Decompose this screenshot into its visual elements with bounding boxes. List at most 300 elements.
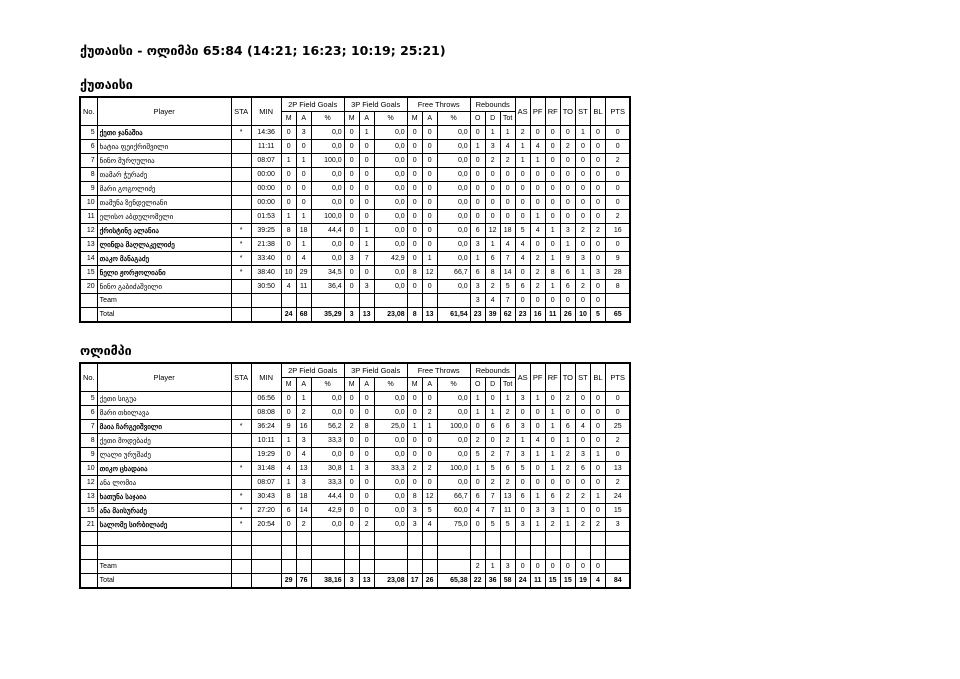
total-cell-st: 19 — [575, 574, 590, 589]
cell-pf: 1 — [530, 448, 545, 462]
total-row — [80, 308, 630, 323]
cell-sta — [231, 406, 251, 420]
cell-ftp: 100,0 — [437, 462, 470, 476]
cell-min: 31:48 — [251, 462, 281, 476]
cell-ftm: 0 — [407, 224, 422, 238]
cell-ftm: 3 — [407, 518, 422, 532]
cell-p2a: 18 — [296, 490, 311, 504]
team-cell-ftm — [407, 560, 422, 574]
cell-st: 0 — [575, 182, 590, 196]
total-cell-bl: 4 — [590, 574, 605, 589]
cell-bl: 0 — [590, 140, 605, 154]
cell-as: 3 — [515, 420, 530, 434]
cell-pts: 2 — [605, 210, 630, 224]
cell-fta: 4 — [422, 518, 437, 532]
cell-sta: * — [231, 252, 251, 266]
cell-tot: 0 — [500, 168, 515, 182]
cell-rf: 0 — [545, 392, 560, 406]
cell-sta — [231, 196, 251, 210]
cell-p3m: 0 — [344, 126, 359, 140]
cell-min: 21:38 — [251, 238, 281, 252]
cell-to: 6 — [560, 266, 575, 280]
cell-d: 1 — [485, 406, 500, 420]
cell-min: 00:00 — [251, 196, 281, 210]
cell-d: 0 — [485, 434, 500, 448]
subheader-a: A — [422, 112, 437, 126]
cell-p3p: 0,0 — [374, 280, 407, 294]
total-cell-to: 26 — [560, 308, 575, 323]
cell-fta: 0 — [422, 392, 437, 406]
cell-d: 2 — [485, 476, 500, 490]
cell-p2a: 1 — [296, 210, 311, 224]
cell-p3p: 0,0 — [374, 210, 407, 224]
team-cell-rf: 0 — [545, 560, 560, 574]
cell-empty — [407, 532, 422, 546]
cell-ftp: 0,0 — [437, 168, 470, 182]
cell-sta: * — [231, 518, 251, 532]
cell-p3a: 0 — [359, 182, 374, 196]
cell-p3a: 2 — [359, 518, 374, 532]
cell-name: ლინდა მაღლაკელიძე — [97, 238, 231, 252]
cell-st: 2 — [575, 280, 590, 294]
total-cell-p3a: 13 — [359, 574, 374, 589]
cell-pts: 0 — [605, 448, 630, 462]
cell-p2a: 4 — [296, 448, 311, 462]
cell-to: 0 — [560, 168, 575, 182]
cell-rf: 6 — [545, 490, 560, 504]
cell-bl: 0 — [590, 434, 605, 448]
cell-d: 0 — [485, 168, 500, 182]
cell-p3p: 0,0 — [374, 182, 407, 196]
cell-ftp: 0,0 — [437, 210, 470, 224]
cell-sta: * — [231, 504, 251, 518]
cell-pf: 0 — [530, 476, 545, 490]
total-cell-tot: 58 — [500, 574, 515, 589]
cell-pf: 2 — [530, 252, 545, 266]
cell-o: 0 — [470, 210, 485, 224]
team-cell-to: 0 — [560, 560, 575, 574]
cell-tot: 0 — [500, 182, 515, 196]
team-cell-rf: 0 — [545, 294, 560, 308]
team-cell-bl: 0 — [590, 560, 605, 574]
cell-p3m: 0 — [344, 518, 359, 532]
cell-empty — [231, 532, 251, 546]
cell-rf: 1 — [545, 448, 560, 462]
cell-as: 0 — [515, 266, 530, 280]
cell-p3p: 0,0 — [374, 392, 407, 406]
player-row — [80, 392, 630, 406]
total-cell-pf: 16 — [530, 308, 545, 323]
cell-p2m: 6 — [281, 504, 296, 518]
cell-p3m: 2 — [344, 420, 359, 434]
player-row — [80, 490, 630, 504]
cell-p3a: 0 — [359, 154, 374, 168]
cell-p2m: 0 — [281, 448, 296, 462]
cell-as: 0 — [515, 504, 530, 518]
cell-empty — [500, 546, 515, 560]
cell-p3m: 0 — [344, 140, 359, 154]
cell-tot: 7 — [500, 252, 515, 266]
cell-p3a: 0 — [359, 140, 374, 154]
header-bl: BL — [590, 363, 605, 392]
cell-p2a: 0 — [296, 140, 311, 154]
cell-st: 6 — [575, 462, 590, 476]
cell-p3p: 0,0 — [374, 168, 407, 182]
team-cell-p2m — [281, 560, 296, 574]
cell-empty — [530, 546, 545, 560]
cell-empty — [560, 546, 575, 560]
total-cell-p2m: 24 — [281, 308, 296, 323]
cell-no: 7 — [80, 154, 97, 168]
subheader-m: M — [281, 378, 296, 392]
cell-min: 11:11 — [251, 140, 281, 154]
cell-empty — [485, 532, 500, 546]
cell-to: 9 — [560, 252, 575, 266]
cell-bl: 0 — [590, 280, 605, 294]
cell-to: 2 — [560, 140, 575, 154]
cell-bl: 0 — [590, 406, 605, 420]
total-cell-p2p: 35,29 — [311, 308, 344, 323]
cell-empty — [344, 546, 359, 560]
cell-as: 4 — [515, 238, 530, 252]
cell-to: 6 — [560, 420, 575, 434]
cell-as: 0 — [515, 196, 530, 210]
cell-no: 6 — [80, 406, 97, 420]
cell-tot: 13 — [500, 490, 515, 504]
cell-p3a: 8 — [359, 420, 374, 434]
header-to: TO — [560, 97, 575, 126]
cell-tot: 1 — [500, 392, 515, 406]
cell-bl: 0 — [590, 462, 605, 476]
cell-to: 0 — [560, 154, 575, 168]
cell-fta: 12 — [422, 266, 437, 280]
cell-o: 0 — [470, 476, 485, 490]
cell-pts: 2 — [605, 476, 630, 490]
cell-empty — [515, 532, 530, 546]
cell-empty — [97, 532, 231, 546]
cell-rf: 3 — [545, 504, 560, 518]
cell-p3p: 0,0 — [374, 140, 407, 154]
team-cell-min — [251, 560, 281, 574]
cell-p3m: 0 — [344, 476, 359, 490]
cell-st: 2 — [575, 490, 590, 504]
cell-d: 2 — [485, 280, 500, 294]
cell-empty — [575, 532, 590, 546]
cell-pf: 3 — [530, 504, 545, 518]
team-cell-pts — [605, 294, 630, 308]
cell-tot: 2 — [500, 476, 515, 490]
team-cell-p3m — [344, 560, 359, 574]
cell-tot: 7 — [500, 448, 515, 462]
cell-sta: * — [231, 224, 251, 238]
header-player: Player — [97, 363, 231, 392]
cell-ftp: 75,0 — [437, 518, 470, 532]
team-cell-no — [80, 560, 97, 574]
team-cell-st: 0 — [575, 560, 590, 574]
cell-p3p: 0,0 — [374, 490, 407, 504]
team-1-heading: ქუთაისი — [80, 77, 133, 92]
cell-p2m: 8 — [281, 224, 296, 238]
cell-ftm: 0 — [407, 196, 422, 210]
cell-empty — [437, 532, 470, 546]
empty-row — [80, 546, 630, 560]
player-row — [80, 140, 630, 154]
cell-min: 30:43 — [251, 490, 281, 504]
cell-rf: 1 — [545, 280, 560, 294]
cell-as: 0 — [515, 168, 530, 182]
subheader-pct: % — [374, 378, 407, 392]
cell-o: 0 — [470, 168, 485, 182]
cell-fta: 1 — [422, 252, 437, 266]
subheader-tot: Tot — [500, 378, 515, 392]
cell-ftp: 0,0 — [437, 196, 470, 210]
total-cell-min — [251, 308, 281, 323]
total-cell-st: 10 — [575, 308, 590, 323]
cell-d: 1 — [485, 126, 500, 140]
team-cell-p2p — [311, 294, 344, 308]
cell-p3p: 0,0 — [374, 196, 407, 210]
total-cell-name: Total — [97, 574, 231, 589]
cell-o: 4 — [470, 504, 485, 518]
cell-bl: 0 — [590, 154, 605, 168]
cell-ftp: 0,0 — [437, 126, 470, 140]
cell-ftp: 100,0 — [437, 420, 470, 434]
team-cell-p2a — [296, 560, 311, 574]
cell-st: 0 — [575, 504, 590, 518]
cell-empty — [296, 546, 311, 560]
cell-p2a: 13 — [296, 462, 311, 476]
cell-p2m: 0 — [281, 238, 296, 252]
cell-pf: 2 — [530, 280, 545, 294]
cell-tot: 2 — [500, 406, 515, 420]
cell-st: 0 — [575, 168, 590, 182]
cell-p2m: 10 — [281, 266, 296, 280]
cell-p2a: 3 — [296, 434, 311, 448]
cell-min: 19:29 — [251, 448, 281, 462]
cell-d: 0 — [485, 210, 500, 224]
cell-pf: 0 — [530, 406, 545, 420]
cell-d: 1 — [485, 238, 500, 252]
cell-pf: 4 — [530, 140, 545, 154]
cell-d: 7 — [485, 490, 500, 504]
cell-ftm: 0 — [407, 182, 422, 196]
cell-rf: 1 — [545, 224, 560, 238]
cell-empty — [80, 532, 97, 546]
cell-p3m: 0 — [344, 406, 359, 420]
team-cell-p3m — [344, 294, 359, 308]
cell-no: 21 — [80, 518, 97, 532]
cell-o: 2 — [470, 434, 485, 448]
team-cell-min — [251, 294, 281, 308]
cell-p3p: 0,0 — [374, 476, 407, 490]
cell-ftp: 0,0 — [437, 238, 470, 252]
cell-st: 0 — [575, 406, 590, 420]
cell-no: 5 — [80, 126, 97, 140]
cell-p2a: 16 — [296, 420, 311, 434]
cell-as: 3 — [515, 518, 530, 532]
cell-p2a: 18 — [296, 224, 311, 238]
cell-empty — [590, 532, 605, 546]
cell-no: 12 — [80, 476, 97, 490]
cell-bl: 0 — [590, 252, 605, 266]
player-row — [80, 252, 630, 266]
cell-p2a: 3 — [296, 126, 311, 140]
cell-to: 0 — [560, 476, 575, 490]
cell-o: 0 — [470, 420, 485, 434]
total-cell-sta — [231, 308, 251, 323]
cell-to: 1 — [560, 434, 575, 448]
cell-bl: 0 — [590, 420, 605, 434]
cell-to: 1 — [560, 238, 575, 252]
cell-pts: 3 — [605, 518, 630, 532]
cell-p2m: 0 — [281, 406, 296, 420]
cell-rf: 0 — [545, 126, 560, 140]
cell-ftp: 0,0 — [437, 434, 470, 448]
cell-empty — [470, 546, 485, 560]
cell-d: 7 — [485, 504, 500, 518]
cell-empty — [575, 546, 590, 560]
total-cell-to: 15 — [560, 574, 575, 589]
cell-pf: 1 — [530, 490, 545, 504]
header-bl: BL — [590, 97, 605, 126]
cell-rf: 1 — [545, 406, 560, 420]
cell-no: 13 — [80, 238, 97, 252]
total-cell-p2a: 76 — [296, 574, 311, 589]
cell-to: 0 — [560, 126, 575, 140]
cell-p3p: 0,0 — [374, 434, 407, 448]
header-sta: STA — [231, 363, 251, 392]
cell-to: 6 — [560, 280, 575, 294]
cell-fta: 0 — [422, 448, 437, 462]
cell-sta — [231, 448, 251, 462]
cell-p2m: 1 — [281, 154, 296, 168]
cell-min: 08:07 — [251, 476, 281, 490]
cell-p2m: 0 — [281, 168, 296, 182]
page-title: ქუთაისი - ოლიმპი 65:84 (14:21; 16:23; 10:19; 25:21) — [80, 43, 446, 58]
cell-p3a: 0 — [359, 168, 374, 182]
cell-name: მარი გოგოლიძე — [97, 182, 231, 196]
cell-name: თამარ ჭურაძე — [97, 168, 231, 182]
cell-empty — [437, 546, 470, 560]
cell-fta: 0 — [422, 434, 437, 448]
cell-to: 1 — [560, 504, 575, 518]
cell-rf: 2 — [545, 518, 560, 532]
cell-st: 3 — [575, 252, 590, 266]
cell-as: 0 — [515, 406, 530, 420]
cell-to: 0 — [560, 406, 575, 420]
player-row — [80, 420, 630, 434]
cell-p2p: 0,0 — [311, 126, 344, 140]
cell-min: 38:40 — [251, 266, 281, 280]
cell-empty — [80, 546, 97, 560]
cell-st: 0 — [575, 154, 590, 168]
cell-no: 5 — [80, 392, 97, 406]
cell-o: 6 — [470, 224, 485, 238]
cell-rf: 8 — [545, 266, 560, 280]
cell-st: 0 — [575, 140, 590, 154]
cell-tot: 5 — [500, 518, 515, 532]
header-no: No. — [80, 97, 97, 126]
cell-p2a: 29 — [296, 266, 311, 280]
cell-p2p: 44,4 — [311, 490, 344, 504]
cell-p3m: 0 — [344, 448, 359, 462]
cell-no: 8 — [80, 434, 97, 448]
cell-p2m: 9 — [281, 420, 296, 434]
cell-rf: 0 — [545, 140, 560, 154]
cell-as: 5 — [515, 224, 530, 238]
cell-p3p: 25,0 — [374, 420, 407, 434]
cell-p2m: 0 — [281, 392, 296, 406]
cell-p2p: 33,3 — [311, 476, 344, 490]
cell-p2a: 3 — [296, 476, 311, 490]
cell-empty — [281, 532, 296, 546]
cell-no: 14 — [80, 252, 97, 266]
team-row — [80, 294, 630, 308]
team-cell-bl: 0 — [590, 294, 605, 308]
cell-min: 00:00 — [251, 168, 281, 182]
cell-name: სალომე სირბილაძე — [97, 518, 231, 532]
cell-ftm: 3 — [407, 504, 422, 518]
cell-rf: 0 — [545, 196, 560, 210]
cell-bl: 0 — [590, 182, 605, 196]
total-cell-p3p: 23,08 — [374, 308, 407, 323]
cell-p2p: 0,0 — [311, 252, 344, 266]
cell-p2p: 30,8 — [311, 462, 344, 476]
cell-p3m: 0 — [344, 266, 359, 280]
cell-p3m: 0 — [344, 280, 359, 294]
cell-pts: 0 — [605, 392, 630, 406]
cell-pf: 0 — [530, 238, 545, 252]
team-cell-pf: 0 — [530, 560, 545, 574]
cell-no: 20 — [80, 280, 97, 294]
total-cell-rf: 11 — [545, 308, 560, 323]
player-row — [80, 448, 630, 462]
header-rf: RF — [545, 97, 560, 126]
subheader-pct: % — [311, 378, 344, 392]
cell-bl: 0 — [590, 196, 605, 210]
cell-no: 7 — [80, 420, 97, 434]
cell-st: 2 — [575, 224, 590, 238]
cell-p2m: 0 — [281, 196, 296, 210]
cell-rf: 0 — [545, 182, 560, 196]
cell-name: ქეთი სიგუა — [97, 392, 231, 406]
cell-empty — [605, 546, 630, 560]
cell-p3a: 0 — [359, 504, 374, 518]
total-cell-as: 23 — [515, 308, 530, 323]
subheader-o: O — [470, 112, 485, 126]
team-cell-fta — [422, 294, 437, 308]
total-cell-min — [251, 574, 281, 589]
cell-p3m: 0 — [344, 238, 359, 252]
cell-p3a: 7 — [359, 252, 374, 266]
cell-as: 1 — [515, 154, 530, 168]
cell-o: 0 — [470, 154, 485, 168]
header-pts: PTS — [605, 363, 630, 392]
cell-pts: 0 — [605, 182, 630, 196]
cell-p3p: 33,3 — [374, 462, 407, 476]
cell-ftp: 60,0 — [437, 504, 470, 518]
header-st: ST — [575, 363, 590, 392]
cell-st: 0 — [575, 210, 590, 224]
cell-p3a: 0 — [359, 476, 374, 490]
cell-tot: 14 — [500, 266, 515, 280]
cell-as: 5 — [515, 462, 530, 476]
box-score-table-1 — [79, 96, 631, 323]
team-cell-p2a — [296, 294, 311, 308]
cell-bl: 0 — [590, 504, 605, 518]
cell-pts: 15 — [605, 504, 630, 518]
team-cell-fta — [422, 560, 437, 574]
